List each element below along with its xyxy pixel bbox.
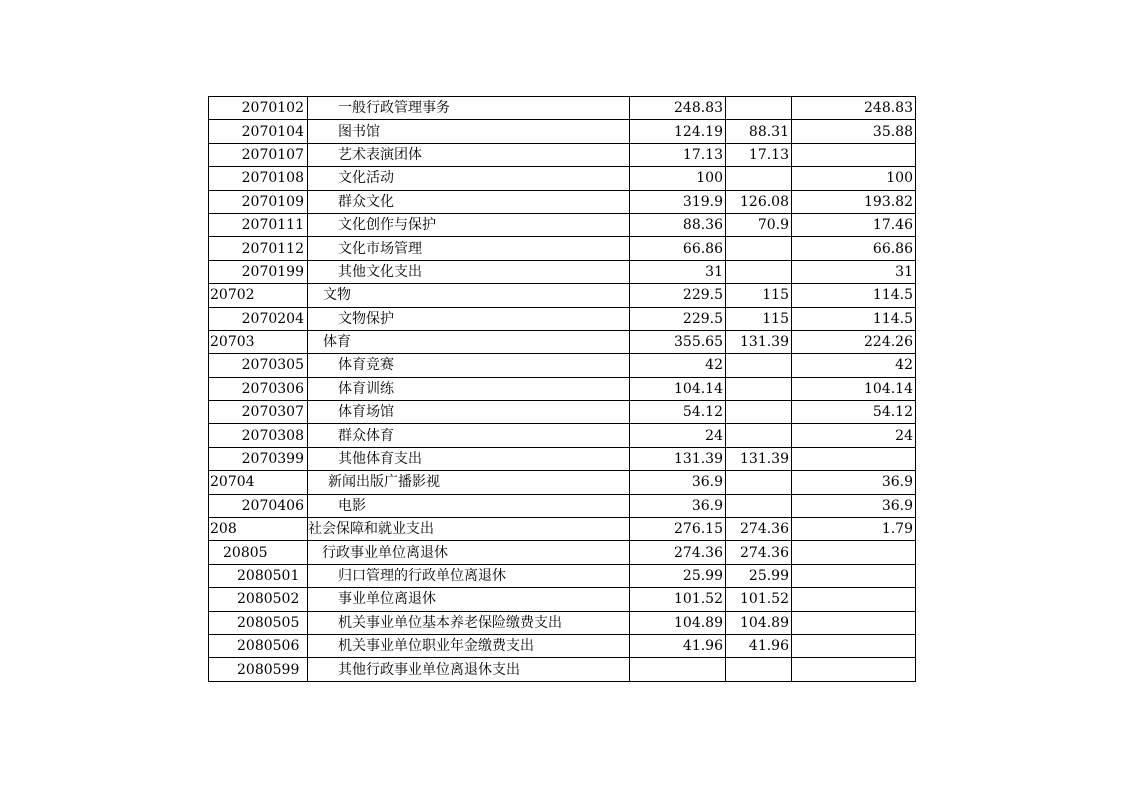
cell-value-2: 274.36 [726,518,792,541]
table-row [209,330,916,353]
cell-code: 2070109 [209,190,308,213]
cell-value-1: 229.5 [630,284,726,307]
cell-value-3: 42 [792,354,916,377]
cell-value-3: 224.26 [792,330,916,353]
cell-value-1: 101.52 [630,588,726,611]
cell-value-1: 25.99 [630,564,726,587]
cell-value-1: 248.83 [630,97,726,120]
cell-value-1: 124.19 [630,120,726,143]
cell-value-2 [726,658,792,681]
cell-value-2: 104.89 [726,611,792,634]
cell-value-2 [726,354,792,377]
cell-value-3 [792,541,916,564]
cell-value-3 [792,634,916,657]
table-row [209,564,916,587]
cell-code: 2070406 [209,494,308,517]
cell-value-1: 274.36 [630,541,726,564]
cell-code: 2080502 [209,588,308,611]
cell-value-3: 66.86 [792,237,916,260]
table-row [209,471,916,494]
cell-code: 2070306 [209,377,308,400]
cell-value-1: 319.9 [630,190,726,213]
cell-value-3: 54.12 [792,401,916,424]
cell-value-3 [792,564,916,587]
cell-value-1: 36.9 [630,471,726,494]
table-row [209,588,916,611]
cell-code: 2080501 [209,564,308,587]
cell-value-2: 131.39 [726,447,792,470]
cell-value-2 [726,97,792,120]
cell-name: 群众文化 [308,190,630,213]
cell-name: 体育训练 [308,377,630,400]
table-row [209,377,916,400]
cell-value-2 [726,377,792,400]
cell-value-3 [792,658,916,681]
cell-code: 2070111 [209,213,308,236]
cell-name: 行政事业单位离退休 [308,541,630,564]
cell-name: 社会保障和就业支出 [308,518,630,541]
table-row [209,143,916,166]
cell-code: 20805 [209,541,308,564]
cell-code: 2070308 [209,424,308,447]
cell-value-3: 35.88 [792,120,916,143]
cell-name: 文物保护 [308,307,630,330]
cell-code: 20702 [209,284,308,307]
cell-code: 2070104 [209,120,308,143]
table-row [209,424,916,447]
table-row [209,447,916,470]
cell-value-2: 25.99 [726,564,792,587]
cell-name: 图书馆 [308,120,630,143]
table-row [209,307,916,330]
cell-code: 2070307 [209,401,308,424]
cell-value-3: 100 [792,167,916,190]
cell-name: 群众体育 [308,424,630,447]
cell-value-3 [792,447,916,470]
cell-code: 2080599 [209,658,308,681]
table-row [209,120,916,143]
cell-value-1: 24 [630,424,726,447]
cell-name: 文化活动 [308,167,630,190]
cell-code: 2070305 [209,354,308,377]
cell-value-3: 114.5 [792,307,916,330]
cell-value-3 [792,611,916,634]
cell-value-3 [792,588,916,611]
cell-value-3: 248.83 [792,97,916,120]
cell-code: 2080505 [209,611,308,634]
cell-name: 机关事业单位职业年金缴费支出 [308,634,630,657]
table-row [209,213,916,236]
cell-value-1: 36.9 [630,494,726,517]
cell-code: 208 [209,518,308,541]
cell-name: 文化创作与保护 [308,213,630,236]
cell-name: 其他体育支出 [308,447,630,470]
cell-value-2: 41.96 [726,634,792,657]
cell-code: 2070204 [209,307,308,330]
cell-code: 2070102 [209,97,308,120]
cell-value-1: 17.13 [630,143,726,166]
cell-code: 2070107 [209,143,308,166]
cell-name: 体育场馆 [308,401,630,424]
cell-name: 文物 [308,284,630,307]
cell-name: 新闻出版广播影视 [308,471,630,494]
table-row [209,260,916,283]
cell-value-1 [630,658,726,681]
cell-name: 一般行政管理事务 [308,97,630,120]
cell-value-2 [726,424,792,447]
table-row [209,167,916,190]
cell-value-3 [792,143,916,166]
cell-value-1: 66.86 [630,237,726,260]
cell-value-2: 131.39 [726,330,792,353]
cell-value-3: 104.14 [792,377,916,400]
table-row [209,237,916,260]
cell-value-2: 101.52 [726,588,792,611]
cell-value-2: 274.36 [726,541,792,564]
cell-name: 事业单位离退休 [308,588,630,611]
cell-value-2: 115 [726,284,792,307]
cell-value-1: 229.5 [630,307,726,330]
cell-value-3: 1.79 [792,518,916,541]
cell-name: 其他文化支出 [308,260,630,283]
budget-table [208,96,916,682]
cell-value-2 [726,167,792,190]
cell-value-1: 100 [630,167,726,190]
table-row [209,190,916,213]
cell-code: 2070399 [209,447,308,470]
table-row [209,634,916,657]
cell-value-2 [726,494,792,517]
table-row [209,401,916,424]
cell-name: 文化市场管理 [308,237,630,260]
table-row [209,541,916,564]
cell-value-3: 31 [792,260,916,283]
cell-value-3: 193.82 [792,190,916,213]
cell-value-2: 115 [726,307,792,330]
cell-value-1: 88.36 [630,213,726,236]
cell-value-3: 36.9 [792,471,916,494]
cell-value-2: 88.31 [726,120,792,143]
cell-value-1: 355.65 [630,330,726,353]
table-row [209,354,916,377]
cell-value-2: 126.08 [726,190,792,213]
cell-code: 2070199 [209,260,308,283]
cell-value-1: 276.15 [630,518,726,541]
cell-code: 2070108 [209,167,308,190]
cell-name: 其他行政事业单位离退休支出 [308,658,630,681]
table-row [209,518,916,541]
cell-name: 归口管理的行政单位离退休 [308,564,630,587]
cell-value-2 [726,471,792,494]
cell-value-1: 54.12 [630,401,726,424]
cell-name: 体育 [308,330,630,353]
cell-code: 2070112 [209,237,308,260]
cell-name: 艺术表演团体 [308,143,630,166]
cell-value-3: 17.46 [792,213,916,236]
cell-value-1: 131.39 [630,447,726,470]
cell-name: 电影 [308,494,630,517]
cell-value-1: 31 [630,260,726,283]
cell-code: 20704 [209,471,308,494]
cell-value-1: 104.89 [630,611,726,634]
cell-value-1: 41.96 [630,634,726,657]
table-row [209,284,916,307]
cell-value-2 [726,260,792,283]
cell-code: 2080506 [209,634,308,657]
cell-value-1: 42 [630,354,726,377]
cell-value-2: 70.9 [726,213,792,236]
cell-value-2 [726,401,792,424]
table-row [209,658,916,681]
cell-code: 20703 [209,330,308,353]
cell-value-2: 17.13 [726,143,792,166]
cell-value-2 [726,237,792,260]
table-row [209,494,916,517]
cell-name: 机关事业单位基本养老保险缴费支出 [308,611,630,634]
table-row [209,611,916,634]
cell-value-1: 104.14 [630,377,726,400]
budget-table-body [209,97,916,682]
cell-value-3: 114.5 [792,284,916,307]
cell-value-3: 24 [792,424,916,447]
cell-value-3: 36.9 [792,494,916,517]
cell-name: 体育竞赛 [308,354,630,377]
table-row [209,97,916,120]
